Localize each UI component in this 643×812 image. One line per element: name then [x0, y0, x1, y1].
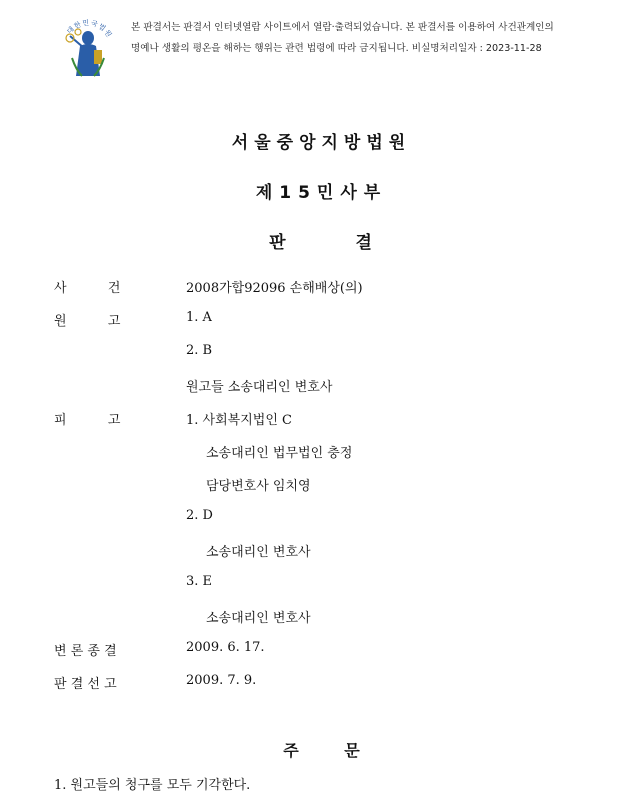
party-value: 소송대리인 법무법인 충정: [206, 446, 353, 461]
party-row: [0, 409, 643, 433]
order-heading: 주 문: [283, 741, 360, 760]
notice-line-1: 본 판결서는 판결서 인터넷열람 사이트에서 열람·출력되었습니다. 본 판결서를 이용하여 사건관계인의: [131, 22, 554, 33]
party-row: [0, 310, 643, 334]
party-row: [0, 607, 643, 631]
party-value: 2. B: [186, 343, 213, 358]
party-value: 1. 사회복지법인 C: [186, 413, 292, 428]
party-label: 원 고: [54, 314, 121, 329]
svg-text:대한민국법원: 대한민국법원: [65, 18, 114, 40]
party-row: [0, 277, 643, 301]
party-value: 1. A: [186, 310, 212, 325]
access-notice: [131, 17, 631, 59]
party-value: 2008가합92096 손해배상(의): [186, 281, 363, 296]
party-row: [0, 574, 643, 598]
party-value: 2009. 7. 9.: [186, 673, 257, 688]
notice-line-2: 명예나 생활의 평온을 해하는 행위는 관련 법령에 따라 금지됩니다. 비실명처리일자 : 2023-11-28: [131, 43, 542, 54]
party-row: [0, 673, 643, 697]
party-label: 피 고: [54, 413, 121, 428]
party-row: [0, 442, 643, 466]
document-type: 판 결: [269, 233, 374, 253]
party-value: 3. E: [186, 574, 213, 589]
party-row: [0, 376, 643, 400]
party-value: 2. D: [186, 508, 213, 523]
division-name: 제15민사부: [255, 183, 388, 203]
party-value: 원고들 소송대리인 변호사: [186, 380, 333, 395]
party-row: [0, 475, 643, 499]
party-value: 소송대리인 변호사: [206, 611, 311, 626]
party-value: 2009. 6. 17.: [186, 640, 265, 655]
party-row: [0, 508, 643, 532]
party-row: [0, 541, 643, 565]
court-seal-logo: [58, 8, 118, 78]
order-item: 1. 원고들의 청구를 모두 기각한다.: [54, 778, 251, 793]
party-label: 변 론 종 결: [54, 644, 117, 659]
court-name: 서울중앙지방법원: [231, 133, 412, 153]
party-value: 담당변호사 임치영: [206, 479, 311, 494]
party-value: 소송대리인 변호사: [206, 545, 311, 560]
party-row: [0, 640, 643, 664]
party-row: [0, 343, 643, 367]
party-label: 사 건: [54, 281, 121, 296]
party-label: 판 결 선 고: [54, 677, 117, 692]
